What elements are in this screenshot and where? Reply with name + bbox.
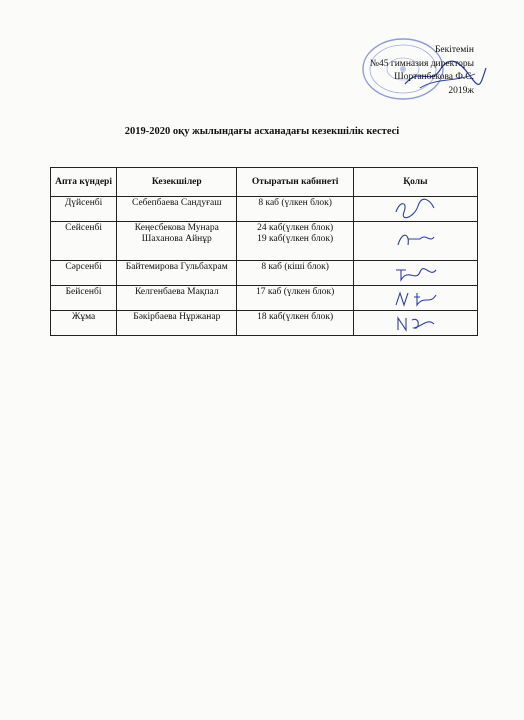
row-signature (353, 197, 477, 222)
signature-mark (390, 198, 440, 220)
approval-line-2: №45 гимназия директоры (369, 58, 474, 69)
header-day: Апта күндері (51, 168, 117, 197)
row-room: 8 каб (үлкен блок) (237, 197, 353, 222)
header-room: Отыратын кабинеті (237, 168, 353, 197)
signature-mark (390, 223, 440, 257)
row-room: 24 каб(үлкен блок) 19 каб(үлкен блок) (237, 222, 353, 261)
header-sign: Қолы (353, 168, 477, 197)
row-signature (353, 311, 477, 336)
row-names: Себепбаева Сандуғаш (117, 197, 237, 222)
row-room: 18 каб(үлкен блок) (237, 311, 353, 336)
signature-mark (390, 262, 440, 284)
table-header-row (51, 168, 478, 197)
row-day: Дүйсенбі (51, 197, 117, 222)
row-room: 8 каб (кіші блок) (237, 261, 353, 286)
row-signature (353, 261, 477, 286)
row-day: Бейсенбі (51, 286, 117, 311)
approval-line-4: 2019ж (448, 85, 474, 96)
table-row (51, 286, 478, 311)
table-row (51, 197, 478, 222)
row-day: Жұма (51, 311, 117, 336)
row-room: 17 каб (үлкен блок) (237, 286, 353, 311)
approval-line-3: Шортанбекова Ф.С. (394, 72, 474, 82)
document-title: 2019-2020 оқу жылындағы асханадағы кезекшілік кестесі (124, 126, 400, 137)
table-row (51, 311, 478, 336)
signature-mark (390, 312, 440, 334)
row-names: Байтемирова Гульбахрам (117, 261, 237, 286)
row-names: Келгенбаева Мақпал (117, 286, 237, 311)
approval-line-1: Бекітемін (434, 45, 474, 55)
signature-mark (390, 287, 440, 309)
row-names: Кеңесбекова Мунара Шаханова Айнұр (117, 222, 237, 261)
approval-block (304, 44, 474, 98)
duty-schedule-table (50, 167, 478, 336)
table-row (51, 261, 478, 286)
row-signature (353, 286, 477, 311)
row-day: Сейсенбі (51, 222, 117, 261)
header-duty: Кезекшілер (117, 168, 237, 197)
row-names: Бәкірбаева Нұржанар (117, 311, 237, 336)
row-day: Сәрсенбі (51, 261, 117, 286)
row-signature (353, 222, 477, 261)
table-row (51, 222, 478, 261)
